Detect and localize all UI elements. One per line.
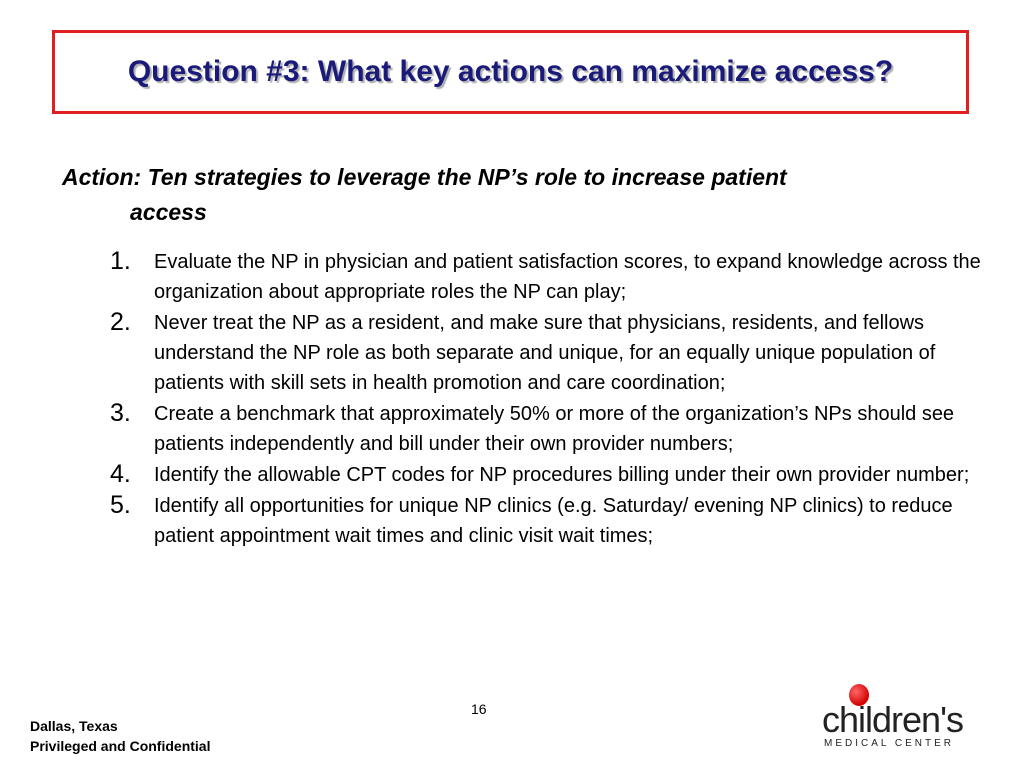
page-number: 16 — [471, 701, 487, 717]
slide-title: Question #3: What key actions can maximize access? — [127, 55, 894, 88]
item-text: Identify the allowable CPT codes for NP procedures billing under their own provider number; — [154, 464, 970, 486]
logo-subtitle: MEDICAL CENTER — [824, 738, 954, 749]
item-number: 2. — [110, 308, 131, 336]
footer-location: Dallas, Texas — [30, 718, 118, 734]
item-number: 5. — [110, 491, 131, 519]
childrens-logo — [822, 682, 974, 752]
list-item — [110, 459, 990, 490]
list-item — [110, 246, 990, 307]
item-text: Never treat the NP as a resident, and make sure that physicians, residents, and fellows understand the NP role as both separate and unique, for an equally unique population of patients with skill sets in health promotion and care coordination; — [154, 312, 936, 394]
item-text: Evaluate the NP in physician and patient satisfaction scores, to expand knowledge across the organization about appropriate roles the NP can play; — [154, 251, 981, 303]
strategy-list — [110, 246, 990, 551]
item-number: 3. — [110, 399, 131, 427]
logo-wordmark: children's — [822, 699, 963, 740]
list-item — [110, 490, 990, 551]
action-line-2: access — [130, 199, 207, 225]
item-text: Create a benchmark that approximately 50% or more of the organization’s NPs should see patients independently and bill under their own provider numbers; — [154, 403, 955, 455]
action-heading — [62, 160, 982, 230]
list-item — [110, 307, 990, 398]
item-number: 4. — [110, 460, 131, 488]
item-number: 1. — [110, 247, 131, 275]
list-item — [110, 398, 990, 459]
footer-confidential: Privileged and Confidential — [30, 738, 211, 754]
action-line-1: Action: Ten strategies to leverage the NP’s role to increase patient — [62, 164, 787, 190]
footer — [30, 716, 210, 756]
title-box — [52, 30, 969, 114]
item-text: Identify all opportunities for unique NP clinics (e.g. Saturday/ evening NP clinics) to reduce patient appointment wait times and clinic visit wait times; — [154, 495, 953, 547]
